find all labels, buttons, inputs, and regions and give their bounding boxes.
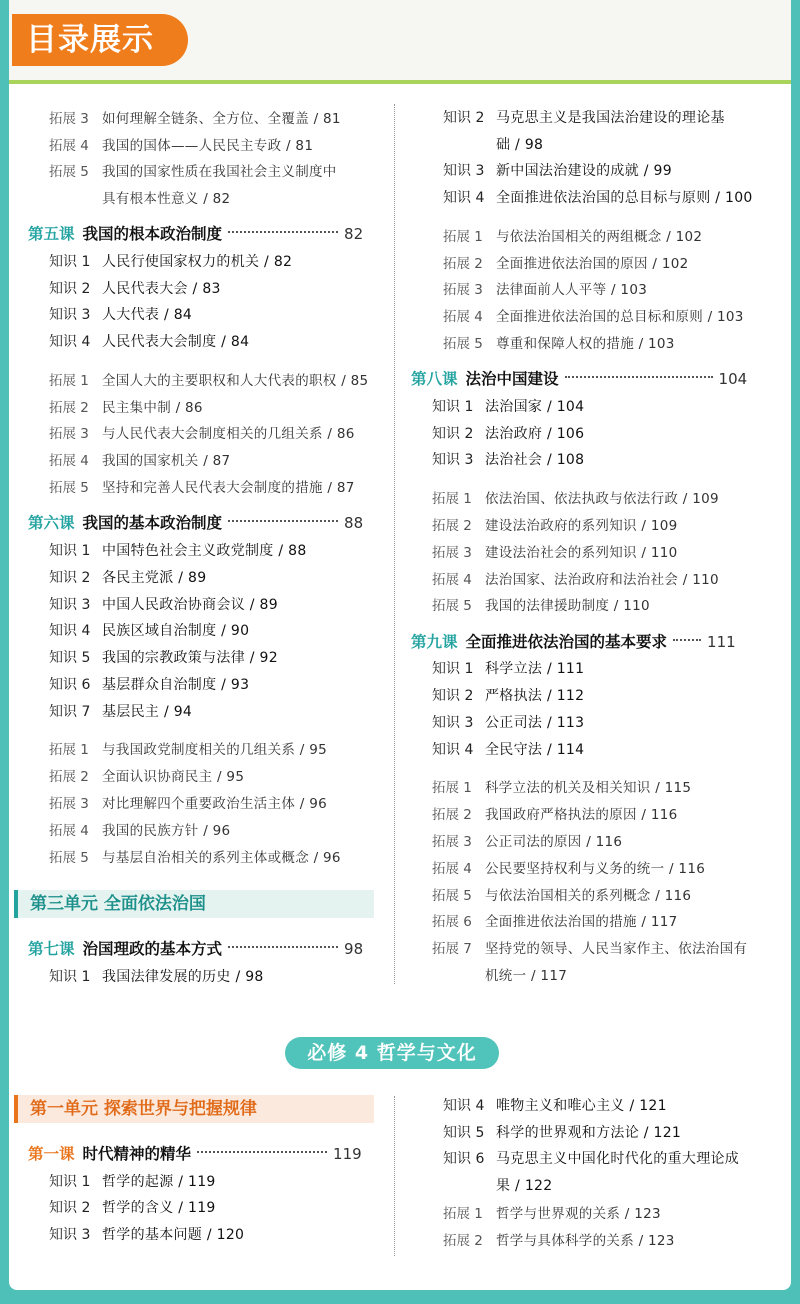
lesson-page: 111 (707, 633, 736, 651)
entry-text: 我国的国家性质在我国社会主义制度中 (102, 164, 337, 180)
extend-entry[interactable] (49, 369, 368, 389)
entry-label: 拓展 3 (49, 796, 89, 812)
column-divider-top (394, 104, 395, 984)
entry-text: 全民守法 / 114 (485, 742, 585, 758)
leader-dots (565, 376, 713, 378)
entry-label: 知识 2 (49, 570, 91, 586)
knowledge-entry[interactable] (432, 712, 584, 732)
knowledge-entry[interactable] (49, 540, 307, 560)
extend-entry[interactable] (443, 332, 675, 352)
entry-label: 拓展 1 (432, 491, 472, 507)
knowledge-entry[interactable] (432, 396, 584, 416)
knowledge-entry[interactable] (432, 739, 584, 759)
knowledge-entry[interactable] (49, 647, 278, 667)
entry-label: 拓展 2 (49, 400, 89, 416)
entry-text: 马克思主义中国化时代化的重大理论成 (496, 1151, 740, 1167)
entry-text: 全面推进依法治国的总目标和原则 / 103 (496, 309, 744, 325)
entry-label: 拓展 2 (49, 769, 89, 785)
entry-label: 拓展 4 (443, 309, 483, 325)
entry-text: 科学的世界观和方法论 / 121 (496, 1125, 682, 1141)
entry-label: 拓展 3 (49, 111, 89, 127)
lesson-title: 治国理政的基本方式 (82, 940, 223, 958)
entry-label: 知识 2 (49, 281, 91, 297)
page-title: 目录展示 (12, 14, 188, 66)
entry-label: 拓展 4 (432, 861, 472, 877)
lesson-title: 时代精神的精华 (82, 1145, 192, 1163)
entry-label: 知识 1 (432, 661, 474, 677)
extend-entry[interactable] (443, 225, 702, 245)
entry-label: 知识 1 (49, 1174, 91, 1190)
entry-label: 拓展 1 (443, 229, 483, 245)
entry-text: 新中国法治建设的成就 / 99 (496, 163, 672, 179)
entry-label: 知识 6 (49, 677, 91, 693)
extend-entry[interactable] (432, 514, 678, 534)
entry-label: 拓展 4 (49, 453, 89, 469)
lesson-number: 第七课 (28, 940, 75, 958)
entry-text: 全面推进依法治国的总目标与原则 / 100 (496, 190, 753, 206)
entry-label: 知识 7 (49, 704, 91, 720)
lesson-number: 第九课 (411, 633, 458, 651)
knowledge-entry[interactable] (443, 107, 725, 127)
entry-label: 知识 3 (49, 597, 91, 613)
entry-label: 拓展 4 (49, 138, 89, 154)
extend-entry[interactable] (432, 594, 650, 614)
knowledge-entry[interactable] (49, 1197, 216, 1217)
unit-banner[interactable]: 第三单元 全面依法治国 (14, 890, 374, 918)
entry-label: 知识 3 (49, 307, 91, 323)
entry-label: 拓展 1 (432, 780, 472, 796)
entry-text: 哲学与世界观的关系 / 123 (496, 1206, 661, 1222)
knowledge-entry[interactable] (432, 423, 584, 443)
entry-text: 法治国家 / 104 (485, 399, 585, 415)
entry-text: 对比理解四个重要政治生活主体 / 96 (102, 796, 328, 812)
extend-entry[interactable] (49, 846, 341, 866)
knowledge-entry[interactable] (432, 685, 584, 705)
lesson-heading[interactable] (411, 367, 747, 389)
lesson-title: 我国的基本政治制度 (82, 514, 223, 532)
knowledge-entry[interactable] (49, 674, 249, 694)
entry-text: 我国的宗教政策与法律 / 92 (102, 650, 278, 666)
extend-entry[interactable] (49, 449, 230, 469)
leader-dots (228, 231, 338, 233)
entry-label: 知识 3 (432, 715, 474, 731)
entry-text: 与依法治国相关的两组概念 / 102 (496, 229, 703, 245)
entry-text: 坚持和完善人民代表大会制度的措施 / 87 (102, 480, 355, 496)
knowledge-entry[interactable] (49, 966, 264, 986)
extend-entry[interactable] (432, 857, 705, 877)
lesson-number: 第五课 (28, 225, 75, 243)
lesson-heading[interactable] (411, 630, 736, 652)
lesson-title: 全面推进依法治国的基本要求 (465, 633, 668, 651)
entry-text: 中国特色社会主义政党制度 / 88 (102, 543, 307, 559)
entry-label: 知识 1 (49, 969, 91, 985)
unit-banner[interactable]: 第一单元 探索世界与把握规律 (14, 1095, 374, 1123)
entry-label: 拓展 5 (49, 480, 89, 496)
entry-text: 法治国家、法治政府和法治社会 / 110 (485, 572, 719, 588)
entry-text: 科学立法 / 111 (485, 661, 585, 677)
entry-text: 公正司法 / 113 (485, 715, 585, 731)
entry-text: 各民主党派 / 89 (102, 570, 207, 586)
lesson-number: 第八课 (411, 370, 458, 388)
extend-entry[interactable] (432, 830, 622, 850)
knowledge-entry[interactable] (49, 594, 278, 614)
knowledge-entry[interactable] (49, 304, 192, 324)
knowledge-entry[interactable] (432, 449, 584, 469)
leader-dots (197, 1151, 327, 1153)
entry-text: 我国的国体——人民民主专政 / 81 (102, 138, 314, 154)
entry-text: 全面推进依法治国的原因 / 102 (496, 256, 689, 272)
knowledge-entry[interactable] (443, 160, 672, 180)
extend-entry-continued[interactable] (432, 964, 567, 984)
entry-text: 人大代表 / 84 (102, 307, 193, 323)
lesson-heading[interactable] (28, 222, 363, 244)
entry-text: 法治政府 / 106 (485, 426, 585, 442)
entry-label: 拓展 2 (443, 1233, 483, 1249)
knowledge-entry[interactable] (49, 620, 249, 640)
entry-label: 拓展 2 (432, 518, 472, 534)
entry-text: 全面认识协商民主 / 95 (102, 769, 245, 785)
extend-entry[interactable] (432, 541, 678, 561)
entry-text: 我国的法律援助制度 / 110 (485, 598, 650, 614)
knowledge-entry[interactable] (443, 187, 753, 207)
entry-label: 拓展 5 (432, 888, 472, 904)
extend-entry[interactable] (49, 396, 203, 416)
entry-text: 马克思主义是我国法治建设的理论基 (496, 110, 725, 126)
entry-text: 全国人大的主要职权和人大代表的职权 / 85 (102, 373, 369, 389)
knowledge-entry[interactable] (49, 567, 206, 587)
lesson-heading[interactable] (28, 1142, 362, 1164)
entry-text: 我国的国家机关 / 87 (102, 453, 231, 469)
knowledge-entry[interactable] (49, 1224, 244, 1244)
entry-text: 哲学的含义 / 119 (102, 1200, 216, 1216)
toc-entry[interactable] (49, 160, 337, 180)
lesson-heading[interactable] (28, 937, 363, 959)
lesson-heading[interactable] (28, 511, 363, 533)
entry-label: 拓展 3 (49, 426, 89, 442)
lesson-page: 82 (344, 225, 364, 243)
entry-label: 拓展 7 (432, 941, 472, 957)
extend-entry[interactable] (443, 1202, 661, 1222)
entry-label: 知识 6 (443, 1151, 485, 1167)
entry-text: 中国人民政治协商会议 / 89 (102, 597, 278, 613)
leader-dots (673, 639, 701, 641)
entry-label: 拓展 5 (443, 336, 483, 352)
lesson-number: 第一课 (28, 1145, 75, 1163)
entry-label: 拓展 1 (49, 742, 89, 758)
toc-entry[interactable] (49, 134, 313, 154)
extend-entry[interactable] (49, 738, 327, 758)
toc-entry-continued[interactable] (49, 187, 230, 207)
extend-entry[interactable] (432, 937, 747, 957)
extend-entry[interactable] (49, 819, 230, 839)
entry-text: 哲学的基本问题 / 120 (102, 1227, 245, 1243)
entry-text: 我国政府严格执法的原因 / 116 (485, 807, 678, 823)
extend-entry[interactable] (432, 776, 691, 796)
entry-text: 民族区域自治制度 / 90 (102, 623, 250, 639)
extend-entry[interactable] (432, 910, 678, 930)
entry-text: 民主集中制 / 86 (102, 400, 203, 416)
entry-text: 我国的民族方针 / 96 (102, 823, 231, 839)
knowledge-entry-continued[interactable] (443, 1175, 552, 1195)
entry-text: 人民行使国家权力的机关 / 82 (102, 254, 293, 270)
entry-text: 建设法治社会的系列知识 / 110 (485, 545, 678, 561)
entry-text: 我国法律发展的历史 / 98 (102, 969, 264, 985)
extend-entry[interactable] (443, 252, 689, 272)
entry-label: 拓展 4 (49, 823, 89, 839)
leader-dots (228, 946, 338, 948)
entry-label: 拓展 5 (49, 164, 89, 180)
entry-label: 拓展 1 (443, 1206, 483, 1222)
knowledge-entry[interactable] (432, 658, 584, 678)
extend-entry[interactable] (443, 1229, 675, 1249)
knowledge-entry-continued[interactable] (443, 134, 543, 154)
entry-label: 拓展 2 (432, 807, 472, 823)
entry-label: 拓展 3 (432, 834, 472, 850)
entry-label: 拓展 2 (443, 256, 483, 272)
entry-label: 拓展 3 (443, 282, 483, 298)
entry-text: 人民代表大会 / 83 (102, 281, 221, 297)
entry-label: 拓展 5 (49, 850, 89, 866)
extend-entry[interactable] (432, 884, 691, 904)
lesson-number: 第六课 (28, 514, 75, 532)
entry-text: 依法治国、依法执政与依法行政 / 109 (485, 491, 719, 507)
extend-entry[interactable] (432, 487, 719, 507)
entry-text: 与我国政党制度相关的几组关系 / 95 (102, 742, 328, 758)
entry-text: 与人民代表大会制度相关的几组关系 / 86 (102, 426, 355, 442)
knowledge-entry[interactable] (443, 1122, 681, 1142)
entry-text: 尊重和保障人权的措施 / 103 (496, 336, 675, 352)
entry-label: 知识 5 (49, 650, 91, 666)
lesson-page: 98 (344, 940, 364, 958)
extend-entry[interactable] (432, 803, 678, 823)
entry-text: 科学立法的机关及相关知识 / 115 (485, 780, 692, 796)
entry-label: 知识 4 (443, 1098, 485, 1114)
entry-text: 机统一 / 117 (485, 968, 568, 984)
knowledge-entry[interactable] (443, 1148, 739, 1168)
knowledge-entry[interactable] (49, 701, 192, 721)
extend-entry[interactable] (432, 568, 719, 588)
knowledge-entry[interactable] (49, 331, 249, 351)
entry-label: 知识 1 (49, 543, 91, 559)
entry-label: 知识 4 (443, 190, 485, 206)
lesson-title: 我国的根本政治制度 (82, 225, 223, 243)
lesson-page: 88 (344, 514, 364, 532)
entry-label: 知识 3 (432, 452, 474, 468)
extend-entry[interactable] (49, 765, 244, 785)
entry-label: 拓展 3 (432, 545, 472, 561)
entry-text: 建设法治政府的系列知识 / 109 (485, 518, 678, 534)
extend-entry[interactable] (49, 476, 355, 496)
entry-label: 知识 5 (443, 1125, 485, 1141)
entry-text: 法律面前人人平等 / 103 (496, 282, 648, 298)
extend-entry[interactable] (443, 305, 744, 325)
knowledge-entry[interactable] (49, 251, 292, 271)
entry-text: 哲学的起源 / 119 (102, 1174, 216, 1190)
entry-label: 拓展 6 (432, 914, 472, 930)
entry-text: 坚持党的领导、人民当家作主、依法治国有 (485, 941, 748, 957)
book-section-pill[interactable]: 必修 4 哲学与文化 (285, 1037, 499, 1069)
leader-dots (228, 520, 338, 522)
entry-label: 知识 3 (443, 163, 485, 179)
entry-text: 全面推进依法治国的措施 / 117 (485, 914, 678, 930)
entry-label: 知识 2 (443, 110, 485, 126)
knowledge-entry[interactable] (443, 1095, 667, 1115)
entry-label: 知识 4 (49, 334, 91, 350)
entry-text: 公民要坚持权利与义务的统一 / 116 (485, 861, 706, 877)
entry-label: 知识 1 (432, 399, 474, 415)
entry-text: 基层民主 / 94 (102, 704, 193, 720)
toc-entry[interactable] (49, 107, 341, 127)
column-divider-bottom (394, 1096, 395, 1256)
entry-text: 公正司法的原因 / 116 (485, 834, 623, 850)
entry-label: 拓展 5 (432, 598, 472, 614)
entry-text: 如何理解全链条、全方位、全覆盖 / 81 (102, 111, 341, 127)
knowledge-entry[interactable] (49, 1171, 216, 1191)
entry-label: 知识 3 (49, 1227, 91, 1243)
extend-entry[interactable] (49, 422, 355, 442)
entry-label: 拓展 4 (432, 572, 472, 588)
extend-entry[interactable] (443, 278, 647, 298)
entry-text: 哲学与具体科学的关系 / 123 (496, 1233, 675, 1249)
entry-text: 严格执法 / 112 (485, 688, 585, 704)
entry-text: 法治社会 / 108 (485, 452, 585, 468)
extend-entry[interactable] (49, 792, 327, 812)
knowledge-entry[interactable] (49, 278, 221, 298)
entry-label: 知识 4 (49, 623, 91, 639)
lesson-page: 119 (333, 1145, 362, 1163)
entry-label: 知识 4 (432, 742, 474, 758)
header-divider (9, 80, 791, 84)
entry-text: 与基层自治相关的系列主体或概念 / 96 (102, 850, 341, 866)
entry-label: 知识 2 (432, 426, 474, 442)
entry-label: 知识 1 (49, 254, 91, 270)
entry-text: 基层群众自治制度 / 93 (102, 677, 250, 693)
entry-text: 唯物主义和唯心主义 / 121 (496, 1098, 667, 1114)
entry-text: 础 / 98 (496, 137, 544, 153)
lesson-page: 104 (718, 370, 748, 388)
lesson-title: 法治中国建设 (465, 370, 559, 388)
entry-label: 知识 2 (432, 688, 474, 704)
entry-text: 人民代表大会制度 / 84 (102, 334, 250, 350)
entry-text: 与依法治国相关的系列概念 / 116 (485, 888, 692, 904)
entry-label: 拓展 1 (49, 373, 89, 389)
entry-text: 具有根本性意义 / 82 (102, 191, 231, 207)
entry-label: 知识 2 (49, 1200, 91, 1216)
entry-text: 果 / 122 (496, 1178, 553, 1194)
